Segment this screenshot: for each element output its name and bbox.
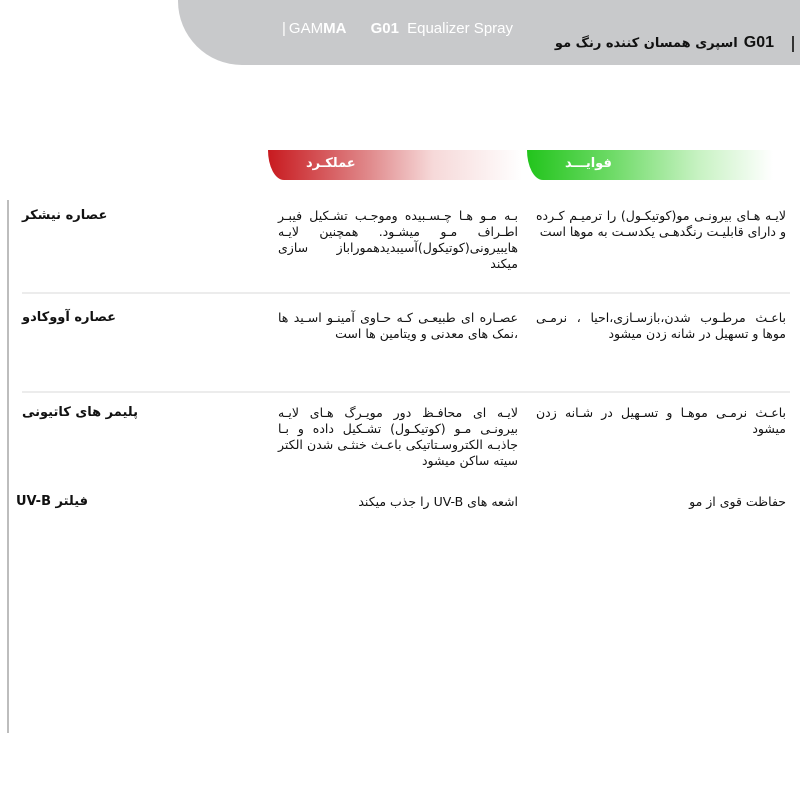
tab-benefits xyxy=(527,150,773,180)
ingredient-name xyxy=(22,208,222,224)
benefit-text: حفاظت قوی از مو xyxy=(689,494,786,509)
product-name-en: Equalizer Spray xyxy=(407,20,513,37)
tab-function xyxy=(268,150,522,180)
page-title xyxy=(555,34,774,52)
ingredient-name-text: عصاره نیشکر xyxy=(22,208,108,223)
ingredient-name-text: عصاره آووکادو xyxy=(22,310,117,325)
function-text: عصـاره ای طبیعـی کـه حـاوی آمینـو اسـید ها ،نمک های معدنی و ویتامین ها است xyxy=(278,310,518,341)
ingredient-name xyxy=(22,405,222,421)
left-border-rule xyxy=(7,200,9,733)
tab-benefits-label: فوایـــد xyxy=(565,156,612,171)
title-text: اسپری همسان کننده رنگ مو xyxy=(554,35,738,51)
title-code: G01 xyxy=(743,34,774,51)
brand-logo-part1: GAM xyxy=(288,20,324,37)
brand-logo-part2: MA xyxy=(323,20,347,37)
ingredient-name-text: فیلتر UV-B xyxy=(16,494,89,509)
benefit-text: باعـث نرمـی موهـا و تسـهیل در شـانه زدن میشود xyxy=(536,405,786,436)
ingredient-name-text: پلیمر های کاتیونی xyxy=(22,405,138,420)
row-divider xyxy=(22,391,790,393)
brand-separator: | xyxy=(282,20,286,37)
brand-line xyxy=(282,20,513,37)
ingredient-name xyxy=(16,494,216,510)
function-text: لایـه ای محافـظ دور مویـرگ هـای لایـه بیرونـی مـو (کوتیکـول) تشـکیل داده و بـا جاذبـه الکتروسـتاتیکی باعـث خنثـی شدن الکتر سیته ساکن میشود xyxy=(278,405,518,468)
function-text: بـه مـو هـا چـسـبیده وموجـب تشـكیل فیبـر اطـراف مـو میشـود. همچنین لایـه هایبیرونی(کوتیکول)آسیبدیدهموراباز سازی میکند xyxy=(278,208,518,271)
benefit-text: لایـه هـای بیرونـی مو(کوتیکـول) را ترمیـم کـرده و دارای قابلیـت رنگدهـی یکدسـت به موها است xyxy=(536,208,786,239)
row-divider xyxy=(22,292,790,294)
product-code: G01 xyxy=(370,20,399,37)
ingredient-name xyxy=(22,310,222,326)
benefit-text: باعـث مرطـوب شدن،بازسـازی،احیا ، نرمـی موها و تسهیل در شانه زدن میشود xyxy=(536,310,786,341)
title-bar-divider xyxy=(792,36,794,52)
tab-function-label: عملکـرد xyxy=(306,156,356,171)
function-text: اشعه های UV-B را جذب میکند xyxy=(358,494,518,509)
